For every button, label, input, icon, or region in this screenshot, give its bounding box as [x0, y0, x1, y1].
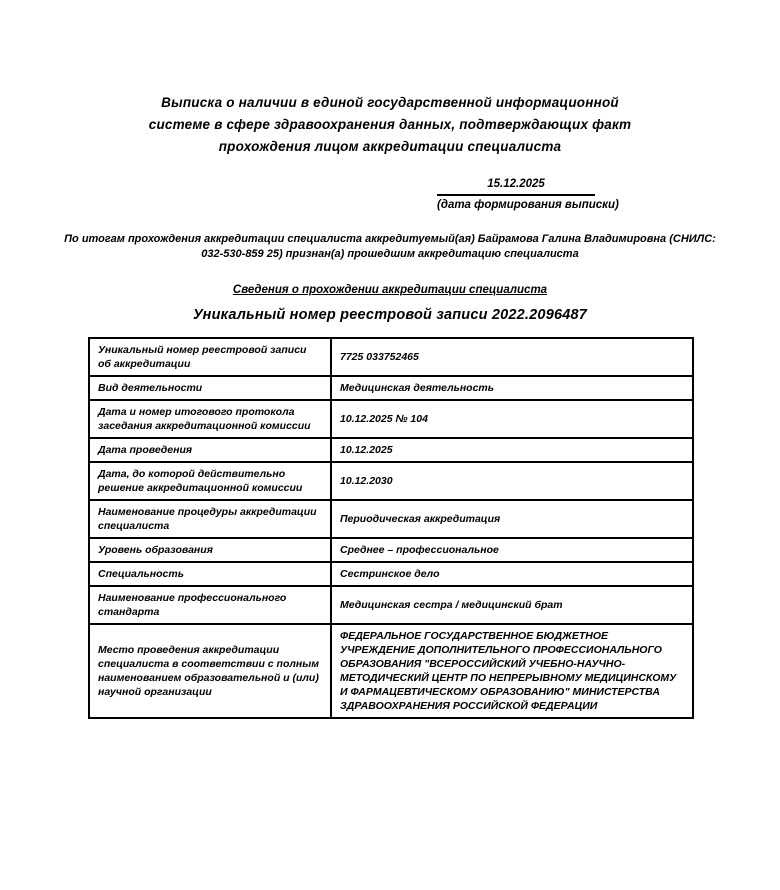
- row-label: Уровень образования: [89, 538, 331, 562]
- row-value: 10.12.2025: [331, 438, 693, 462]
- row-label: Наименование профессионального стандарта: [89, 586, 331, 624]
- row-value: ФЕДЕРАЛЬНОЕ ГОСУДАРСТВЕННОЕ БЮДЖЕТНОЕ УЧРЕЖДЕНИЕ ДОПОЛНИТЕЛЬНОГО ПРОФЕССИОНАЛЬНОГО ОБРАЗОВАНИЯ "ВСЕРОССИЙСКИЙ УЧЕБНО-НАУЧНО-МЕТОДИЧЕСКИЙ ЦЕНТР ПО НЕПРЕРЫВНОМУ МЕДИЦИНСКОМУ И ФАРМАЦЕВТИЧЕСКОМУ ОБРАЗОВАНИЮ" МИНИСТЕРСТВА ЗДРАВООХРАНЕНИЯ РОССИЙСКОЙ ФЕДЕРАЦИИ: [331, 624, 693, 718]
- registry-number-heading: Уникальный номер реестровой записи 2022.2096487: [192, 307, 588, 323]
- row-label: Уникальный номер реестровой записи об аккредитации: [89, 338, 331, 376]
- row-label: Дата и номер итогового протокола заседания аккредитационной комиссии: [89, 400, 331, 438]
- table-row: [89, 624, 693, 718]
- intro-line: 032-530-859 25) признан(а) прошедшим аккредитацию специалиста: [201, 248, 579, 260]
- document-title-line: Выписка о наличии в единой государственной информационной: [161, 95, 619, 110]
- row-value: Периодическая аккредитация: [331, 500, 693, 538]
- table-row: [89, 376, 693, 400]
- section-heading: Сведения о прохождении аккредитации специалиста: [232, 284, 548, 296]
- intro-line: По итогам прохождения аккредитации специалиста аккредитуемый(ая) Байрамова Галина Владимировна (СНИЛС:: [64, 233, 716, 245]
- table-row: [89, 562, 693, 586]
- table-row: [89, 338, 693, 376]
- row-value: 10.12.2030: [331, 462, 693, 500]
- row-value: 10.12.2025 № 104: [331, 400, 693, 438]
- issue-date-caption: (дата формирования выписки): [437, 199, 619, 211]
- document-title-line: системе в сфере здравоохранения данных, подтверждающих факт: [148, 117, 632, 132]
- table-row: [89, 586, 693, 624]
- row-label: Дата, до которой действительно решение аккредитационной комиссии: [89, 462, 331, 500]
- table-row: [89, 462, 693, 500]
- row-value: Медицинская сестра / медицинский брат: [331, 586, 693, 624]
- row-label: Специальность: [89, 562, 331, 586]
- table-row: [89, 500, 693, 538]
- row-value: Среднее – профессиональное: [331, 538, 693, 562]
- row-value: Сестринское дело: [331, 562, 693, 586]
- row-label: Дата проведения: [89, 438, 331, 462]
- intro-paragraph: [0, 232, 780, 262]
- issue-date: 15.12.2025: [437, 177, 595, 196]
- row-label: Вид деятельности: [89, 376, 331, 400]
- document-title-line: прохождения лицом аккредитации специалиста: [218, 139, 562, 154]
- row-value: Медицинская деятельность: [331, 376, 693, 400]
- row-value: 7725 033752465: [331, 338, 693, 376]
- table-row: [89, 400, 693, 438]
- issue-date-block: [437, 177, 619, 212]
- row-label: Наименование процедуры аккредитации специалиста: [89, 500, 331, 538]
- row-label: Место проведения аккредитации специалиста в соответствии с полным наименованием образовательной и (или) научной организации: [89, 624, 331, 718]
- table-row: [89, 438, 693, 462]
- table-row: [89, 538, 693, 562]
- document-title: [0, 92, 780, 158]
- accreditation-table: [88, 337, 694, 719]
